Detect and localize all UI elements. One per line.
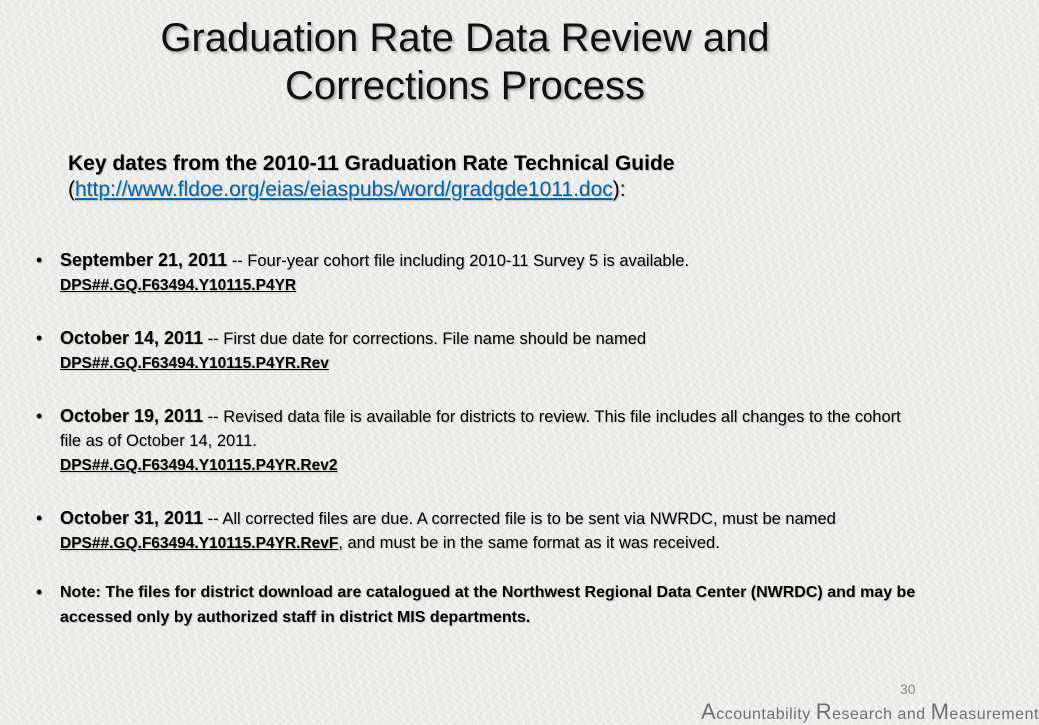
list-item	[36, 326, 916, 376]
bullet-dot: •	[36, 406, 43, 426]
subtitle-paren-close: ):	[612, 178, 626, 201]
list-item-note	[36, 580, 916, 630]
logo-letter-r: R	[815, 699, 833, 724]
list-item	[36, 506, 916, 556]
subtitle-paren-open: (	[68, 178, 75, 201]
item-text: -- Revised data file is available for districts to review. This file includes all changes to the cohort file as of October 14, 2011.	[60, 408, 901, 450]
slide-title-line-1: Graduation Rate Data Review and	[160, 16, 770, 60]
logo-word-m: easurement	[949, 706, 1039, 723]
file-name: DPS##.GQ.F63494.Y10115.P4YR.Rev2	[60, 457, 338, 474]
subtitle-heading: Key dates from the 2010-11 Graduation Rate Technical Guide	[68, 152, 675, 175]
date-label: October 19, 2011	[60, 406, 204, 426]
file-name: DPS##.GQ.F63494.Y10115.P4YR	[60, 277, 297, 294]
note-text: Note: The files for district download are catalogued at the Northwest Regional Data Center (NWRDC) and may be accessed only by authorized staff in district MIS departments.	[60, 584, 916, 626]
logo-word-r: esearch and	[832, 706, 931, 723]
list-item	[36, 248, 916, 298]
file-name: DPS##.GQ.F63494.Y10115.P4YR.Rev	[60, 355, 329, 372]
bullet-dot: •	[36, 508, 43, 528]
logo-letter-a: A	[701, 699, 717, 724]
subtitle	[68, 151, 928, 203]
item-text: -- First due date for corrections. File name should be named	[203, 330, 647, 348]
file-name: DPS##.GQ.F63494.Y10115.P4YR.RevF	[60, 535, 339, 552]
footer-logo	[701, 699, 1039, 725]
key-dates-list	[36, 248, 916, 630]
guide-link[interactable]: http://www.fldoe.org/eias/eiaspubs/word/gradgde1011.doc	[75, 178, 613, 201]
bullet-dot: •	[36, 582, 43, 602]
page-number: 30	[900, 681, 916, 697]
item-text: -- Four-year cohort file including 2010-11 Survey 5 is available.	[227, 252, 690, 270]
logo-word-a: ccountability	[716, 706, 816, 723]
list-item	[36, 404, 916, 478]
item-text: -- All corrected files are due. A corrected file is to be sent via NWRDC, must be named	[203, 510, 836, 528]
date-label: October 14, 2011	[60, 328, 204, 348]
date-label: October 31, 2011	[60, 508, 204, 528]
item-text-after: , and must be in the same format as it was received.	[338, 534, 720, 552]
slide-title	[60, 14, 870, 110]
date-label: September 21, 2011	[60, 250, 228, 270]
logo-letter-m: M	[930, 699, 950, 724]
slide-title-line-2: Corrections Process	[284, 64, 646, 108]
bullet-dot: •	[36, 328, 43, 348]
bullet-dot: •	[36, 250, 43, 270]
